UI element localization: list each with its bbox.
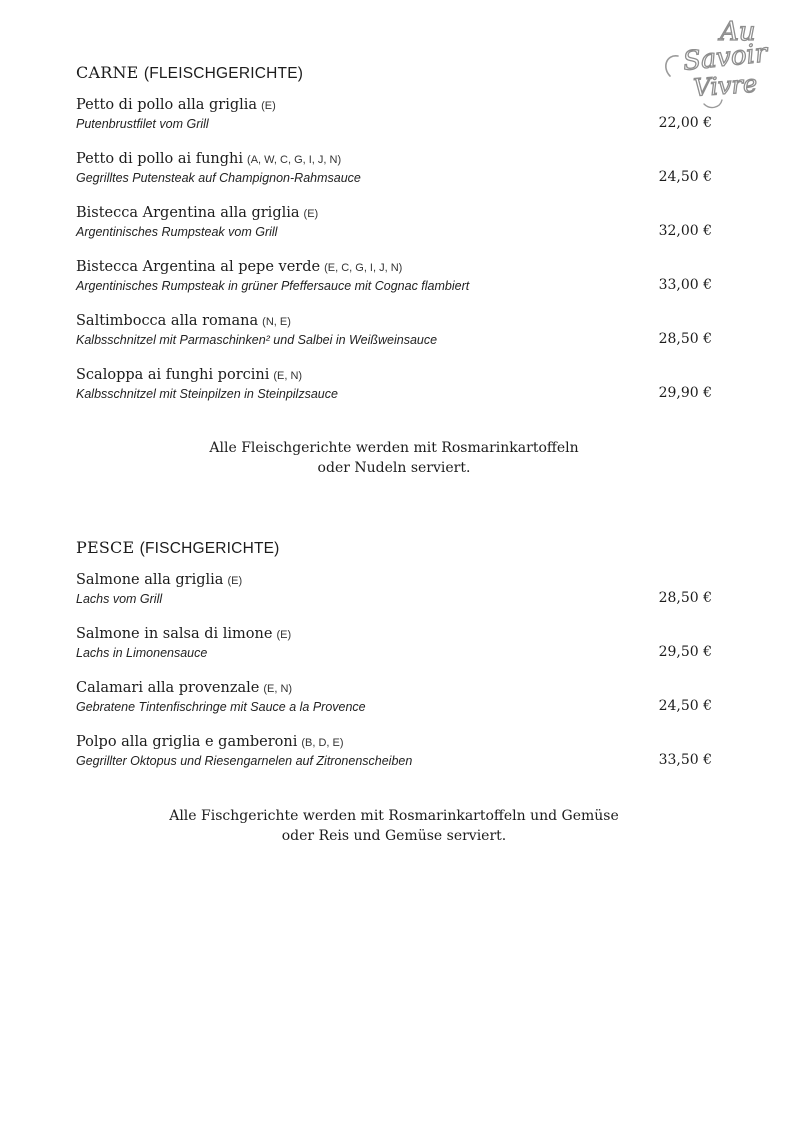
item-price: 24,50 € xyxy=(658,169,712,185)
carne-item-list xyxy=(76,97,712,421)
menu-item xyxy=(76,680,712,734)
item-price: 33,00 € xyxy=(658,277,712,293)
note-line: Alle Fleischgerichte werden mit Rosmarinkartoffeln xyxy=(209,440,579,456)
item-price: 28,50 € xyxy=(658,590,712,606)
item-price: 32,00 € xyxy=(658,223,712,239)
item-name-line xyxy=(76,734,344,750)
item-allergens: (E) xyxy=(303,208,319,220)
item-description: Gebratene Tintenfischringe mit Sauce a la Provence xyxy=(76,700,366,714)
item-description: Putenbrustfilet vom Grill xyxy=(76,117,209,131)
logo-line-1: Au xyxy=(720,17,756,47)
item-description: Argentinisches Rumpsteak vom Grill xyxy=(76,225,278,239)
menu-item xyxy=(76,259,712,313)
item-name-line xyxy=(76,367,302,383)
item-description: Lachs in Limonensauce xyxy=(76,646,208,660)
item-allergens: (E) xyxy=(227,575,243,587)
item-name: Bistecca Argentina al pepe verde xyxy=(76,259,321,275)
item-name-line xyxy=(76,151,341,167)
item-name-line xyxy=(76,680,292,696)
item-allergens: (B, D, E) xyxy=(301,737,344,749)
item-allergens: (N, E) xyxy=(262,316,291,328)
note-line: Alle Fischgerichte werden mit Rosmarinkartoffeln und Gemüse xyxy=(169,808,619,824)
menu-item xyxy=(76,367,712,421)
logo-line-2: Savoir xyxy=(681,38,769,77)
item-name-line xyxy=(76,626,291,642)
item-description: Gegrilltes Putensteak auf Champignon-Rahmsauce xyxy=(76,171,361,185)
item-name-line xyxy=(76,97,276,113)
menu-item xyxy=(76,313,712,367)
item-name: Bistecca Argentina alla griglia xyxy=(76,205,300,221)
logo-line-3: Vivre xyxy=(692,69,759,102)
item-name: Scaloppa ai funghi porcini xyxy=(76,367,270,383)
carne-side-dish-note xyxy=(76,438,712,478)
item-allergens: (E, N) xyxy=(273,370,303,382)
item-name-line xyxy=(76,313,291,329)
item-description: Argentinisches Rumpsteak in grüner Pfeffersauce mit Cognac flambiert xyxy=(76,279,470,293)
item-description: Kalbsschnitzel mit Steinpilzen in Steinpilzsauce xyxy=(76,387,338,401)
carne-section-title xyxy=(76,63,712,83)
item-description: Kalbsschnitzel mit Parmaschinken² und Salbei in Weißweinsauce xyxy=(76,333,438,347)
pesce-title-sub: (FISCHGERICHTE) xyxy=(139,540,280,557)
item-price: 24,50 € xyxy=(658,698,712,714)
item-description: Lachs vom Grill xyxy=(76,592,163,606)
item-name: Calamari alla provenzale xyxy=(76,680,260,696)
menu-item xyxy=(76,626,712,680)
item-name: Polpo alla griglia e gamberoni xyxy=(76,734,298,750)
item-allergens: (E, N) xyxy=(263,683,293,695)
item-name: Petto di pollo ai funghi xyxy=(76,151,244,167)
item-description: Gegrillter Oktopus und Riesengarnelen auf Zitronenscheiben xyxy=(76,754,413,768)
item-name-line xyxy=(76,205,318,221)
item-price: 33,50 € xyxy=(658,752,712,768)
pesce-item-list xyxy=(76,572,712,788)
pesce-side-dish-note xyxy=(76,806,712,846)
item-name: Petto di pollo alla griglia xyxy=(76,97,258,113)
item-name-line xyxy=(76,259,402,275)
pesce-section xyxy=(76,538,712,788)
item-price: 28,50 € xyxy=(658,331,712,347)
menu-item xyxy=(76,205,712,259)
note-line: oder Nudeln serviert. xyxy=(317,460,471,476)
item-name: Salmone alla griglia xyxy=(76,572,224,588)
carne-section xyxy=(76,63,712,421)
item-allergens: (A, W, C, G, I, J, N) xyxy=(247,154,342,166)
item-name-line xyxy=(76,572,242,588)
pesce-section-title xyxy=(76,538,712,558)
item-name: Salmone in salsa di limone xyxy=(76,626,273,642)
menu-item xyxy=(76,734,712,788)
menu-item xyxy=(76,97,712,151)
item-price: 29,50 € xyxy=(658,644,712,660)
item-allergens: (E) xyxy=(276,629,292,641)
item-price: 22,00 € xyxy=(658,115,712,131)
item-allergens: (E) xyxy=(261,100,276,112)
menu-item xyxy=(76,572,712,626)
item-allergens: (E, C, G, I, J, N) xyxy=(324,262,403,274)
item-name: Saltimbocca alla romana xyxy=(76,313,259,329)
carne-title-sub: (FLEISCHGERICHTE) xyxy=(143,65,304,82)
note-line: oder Reis und Gemüse serviert. xyxy=(281,828,507,844)
menu-item xyxy=(76,151,712,205)
carne-title-main: CARNE xyxy=(76,63,139,82)
item-price: 29,90 € xyxy=(658,385,712,401)
pesce-title-main: PESCE xyxy=(76,538,135,557)
